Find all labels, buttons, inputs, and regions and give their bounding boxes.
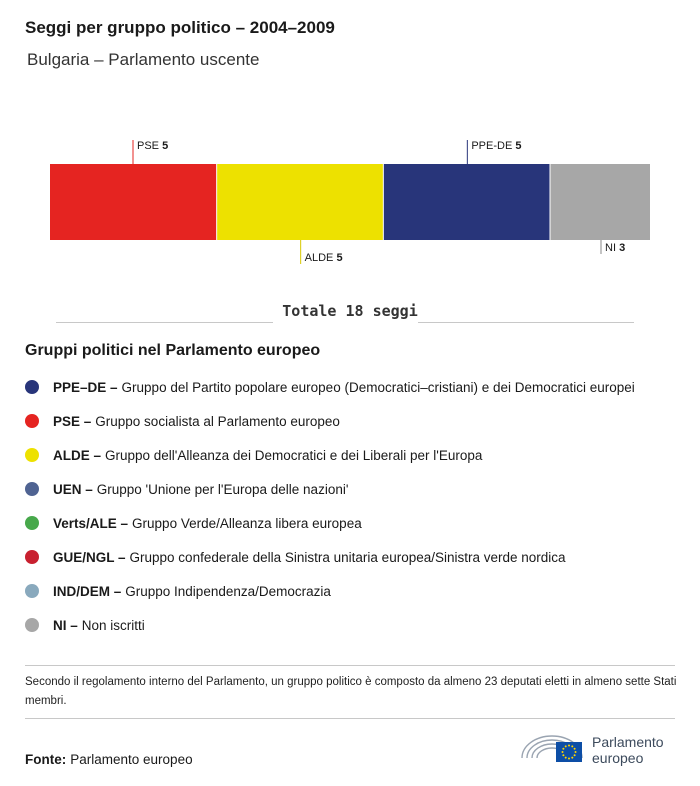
- source-line: [25, 752, 193, 767]
- legend-dot-icon: [25, 482, 39, 496]
- legend-dot-icon: [25, 414, 39, 428]
- legend-item: [25, 438, 685, 472]
- data-label-pse: PSE 5: [137, 140, 169, 152]
- logo-line-1: Parlamento: [592, 734, 664, 750]
- legend-desc: Gruppo socialista al Parlamento europeo: [95, 413, 340, 429]
- bar-segment-ni: [550, 164, 650, 240]
- data-label-alde: ALDE 5: [304, 252, 343, 264]
- stacked-bar-chart: [0, 0, 700, 290]
- chart-title: Seggi per gruppo politico – 2004–2009: [25, 18, 335, 37]
- legend-desc: Gruppo Verde/Alleanza libera europea: [132, 515, 362, 531]
- legend-item: [25, 540, 685, 574]
- legend-abbr: NI –: [53, 617, 78, 633]
- legend-abbr: Verts/ALE –: [53, 515, 129, 531]
- divider-top: [25, 665, 675, 666]
- legend-item: [25, 608, 685, 642]
- legend-desc: Gruppo del Partito popolare europeo (Democratici–cristiani) e dei Democratici europei: [121, 379, 635, 395]
- footnote: Secondo il regolamento interno del Parlamento, un gruppo politico è composto da almeno 23 deputati eletti in almeno sette Stati membri.: [25, 676, 677, 707]
- legend-dot-icon: [25, 448, 39, 462]
- legend-desc: Gruppo Indipendenza/Democrazia: [125, 583, 331, 599]
- legend-abbr: PSE –: [53, 413, 92, 429]
- total-divider-left: [56, 322, 273, 323]
- source-value: Parlamento europeo: [70, 752, 193, 767]
- bar-segment-alde: [217, 164, 384, 240]
- divider-bottom: [25, 718, 675, 719]
- parliament-hemicycle-icon: [520, 728, 586, 766]
- legend-item: [25, 370, 685, 404]
- legend-dot-icon: [25, 618, 39, 632]
- legend-desc: Gruppo 'Unione per l'Europa delle nazioni': [96, 481, 349, 497]
- data-label-ppe-de: PPE-DE 5: [471, 140, 522, 152]
- legend-desc: Gruppo confederale della Sinistra unitaria europea/Sinistra verde nordica: [129, 549, 566, 565]
- legend-desc: Non iscritti: [81, 617, 145, 633]
- parliament-logo: [520, 728, 680, 768]
- legend-dot-icon: [25, 380, 39, 394]
- legend-dot-icon: [25, 550, 39, 564]
- total-divider-right: [418, 322, 634, 323]
- legend-item: [25, 472, 685, 506]
- data-label-ni: NI 3: [605, 242, 626, 254]
- legend-item: [25, 506, 685, 540]
- chart-subtitle: Bulgaria – Parlamento uscente: [27, 50, 260, 69]
- legend-abbr: ALDE –: [53, 447, 102, 463]
- logo-line-2: europeo: [592, 750, 644, 766]
- legend-desc: Gruppo dell'Alleanza dei Democratici e dei Liberali per l'Europa: [105, 447, 483, 463]
- legend-abbr: UEN –: [53, 481, 93, 497]
- legend-dot-icon: [25, 516, 39, 530]
- legend-abbr: GUE/NGL –: [53, 549, 126, 565]
- legend-abbr: IND/DEM –: [53, 583, 122, 599]
- bar-segment-ppe-de: [383, 164, 550, 240]
- legend-item: [25, 404, 685, 438]
- legend-item: [25, 574, 685, 608]
- total-seats-label: Totale 18 seggi: [282, 302, 418, 320]
- legend-abbr: PPE–DE –: [53, 379, 118, 395]
- legend-title: Gruppi politici nel Parlamento europeo: [25, 342, 321, 359]
- bar-segment-pse: [50, 164, 217, 240]
- legend-dot-icon: [25, 584, 39, 598]
- source-label: Fonte:: [25, 752, 67, 767]
- legend: [25, 370, 685, 642]
